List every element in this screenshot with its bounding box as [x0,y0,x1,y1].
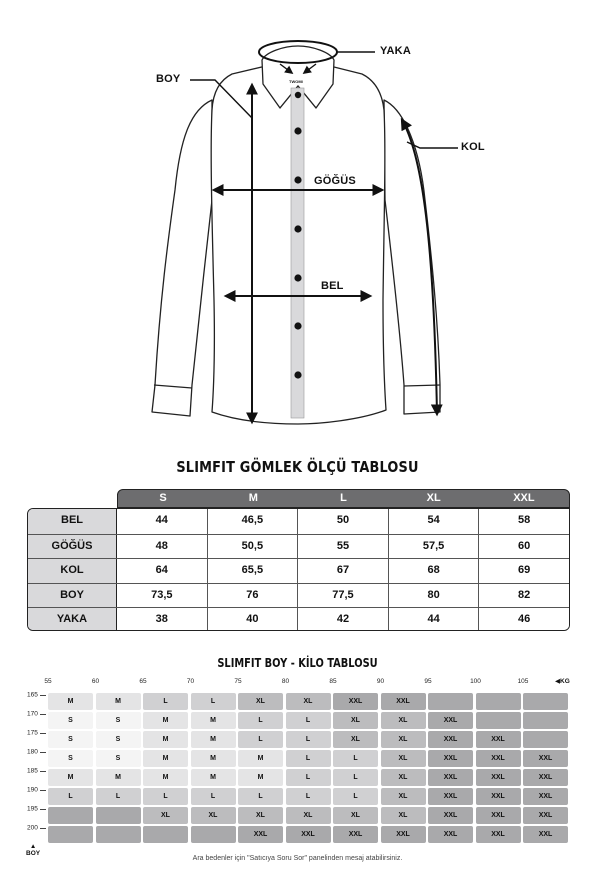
kg-tick-label: 70 [186,678,195,685]
size-grid-cell: M [96,769,141,786]
size-grid-cell [48,826,93,843]
kg-tick-label: 60 [91,678,100,685]
collar-brand-label: TWOMI [289,79,303,84]
size-grid-cell: XXL [476,731,521,748]
cm-tick-label: 165 [27,691,38,699]
size-grid-cell: XXL [381,826,426,843]
callout-boy: BOY [156,73,181,85]
table-cell: 67 [298,559,389,583]
size-grid-cell: XXL [333,826,378,843]
size-grid-cell: XL [191,807,236,824]
size-grid-cell: S [48,712,93,729]
size-grid-cell: S [96,750,141,767]
size-grid-cell [191,826,236,843]
size-grid-cell [476,712,521,729]
kg-tick-label: 100 [470,678,481,685]
table-cell: 50 [298,509,389,534]
cm-tick-mark [40,809,46,810]
kg-label: KG [560,678,570,685]
cm-tick-mark [40,790,46,791]
kg-axis-label [555,677,570,685]
size-grid-cell: M [96,693,141,710]
table-cell: 82 [479,584,569,608]
size-grid-cell: L [286,731,331,748]
row-label: BOY [28,584,117,608]
table-cell: 76 [208,584,299,608]
size-grid-cell: L [286,712,331,729]
size-grid-cell: XXL [428,807,473,824]
size-grid-cell: XXL [523,826,568,843]
size-grid-cell: L [333,769,378,786]
size-grid-cell: M [143,712,188,729]
callout-yaka: YAKA [380,45,411,57]
kg-tick-label: 105 [517,678,529,685]
size-grid-cell: XL [381,750,426,767]
kg-tick-label: 95 [424,678,432,685]
size-grid-cell: S [48,750,93,767]
size-grid-cell: XL [286,693,331,710]
size-grid-cell: XXL [333,693,378,710]
size-grid-cell: M [143,769,188,786]
size-grid-cell: L [191,788,236,805]
row-label: YAKA [28,608,117,631]
size-grid-cell [96,807,141,824]
size-grid-cell: L [238,731,283,748]
size-grid-cell: XL [381,712,426,729]
size-grid-cell: M [48,769,93,786]
size-grid-cell: XL [286,807,331,824]
table-row [28,583,569,608]
size-grid-cell [143,826,188,843]
boy-kilo-grid [48,693,571,845]
size-grid-cell: M [191,712,236,729]
size-grid-cell: L [286,750,331,767]
size-grid-cell: XXL [523,807,568,824]
size-grid-cell: XXL [428,769,473,786]
size-grid-cell: XXL [476,788,521,805]
table-row [28,607,569,631]
size-grid-cell [523,712,568,729]
size-grid-cell: XXL [286,826,331,843]
footnote: Ara bedenler için "Satıcıya Soru Sor" panelinden mesaj atabilirsiniz. [192,855,403,862]
table-cell: 68 [389,559,480,583]
size-header-cell: XL [426,492,441,504]
table-cell: 46 [479,608,569,631]
table-cell: 58 [479,509,569,534]
size-grid-cell: L [238,788,283,805]
size-grid-cell: M [191,769,236,786]
size-grid-cell: XXL [428,731,473,748]
size-grid-cell: XL [333,712,378,729]
size-grid-cell: XL [381,788,426,805]
table-cell: 60 [479,535,569,559]
table-cell: 38 [117,608,208,631]
size-grid-cell: M [143,731,188,748]
row-label: BEL [28,509,117,534]
table-cell: 69 [479,559,569,583]
size-grid-cell: XXL [428,712,473,729]
table-cell: 77,5 [298,584,389,608]
size-grid-cell [48,807,93,824]
table-cell: 54 [389,509,480,534]
size-grid-cell: XXL [428,788,473,805]
size-grid-cell: S [48,731,93,748]
size-grid-cell: L [238,712,283,729]
cm-tick-label: 185 [27,767,38,775]
row-label: GÖĞÜS [28,535,117,559]
table-row [28,509,569,534]
size-grid-cell: L [48,788,93,805]
size-grid-cell: XXL [476,826,521,843]
table-cell: 42 [298,608,389,631]
size-grid-cell: XL [333,731,378,748]
kg-tick-label: 75 [234,678,242,685]
size-table-title: SLIMFIT GÖMLEK ÖLÇÜ TABLOSU [176,458,419,476]
table-cell: 73,5 [117,584,208,608]
size-grid-cell: XL [381,807,426,824]
size-grid-cell: XXL [523,788,568,805]
boy-kilo-title: SLIMFIT BOY - KİLO TABLOSU [217,656,378,670]
cm-tick-mark [40,771,46,772]
table-cell: 80 [389,584,480,608]
cm-tick-label: 200 [27,824,38,832]
size-grid-cell: XXL [428,750,473,767]
size-grid-cell: L [333,750,378,767]
size-header-cell: M [248,492,258,504]
cm-tick-label: 190 [27,786,38,794]
kg-tick-label: 80 [281,678,290,685]
size-grid-cell [523,693,568,710]
table-cell: 40 [208,608,299,631]
size-grid-cell: L [96,788,141,805]
boy-label: BOY [26,850,41,857]
size-header-cell: L [340,492,347,504]
size-grid-cell: XXL [523,750,568,767]
size-grid-cell: L [191,693,236,710]
size-grid-cell: L [333,788,378,805]
size-grid-cell: XL [238,693,283,710]
size-grid-cell: M [191,731,236,748]
size-grid-cell: XXL [381,693,426,710]
size-grid-cell: M [48,693,93,710]
size-header-row [117,489,570,508]
size-grid-cell: L [286,788,331,805]
size-grid-cell: XL [333,807,378,824]
table-row [28,558,569,583]
size-grid-cell: S [96,712,141,729]
cm-tick-mark [40,828,46,829]
callout-kol: KOL [461,141,485,153]
size-grid-cell: XXL [476,807,521,824]
callout-bel: BEL [321,280,344,292]
size-grid-cell: XL [238,807,283,824]
callout-gogus: GÖĞÜS [314,175,356,187]
size-grid-cell: L [143,788,188,805]
size-grid-cell: M [191,750,236,767]
size-grid-cell: XL [381,769,426,786]
size-grid-cell [523,731,568,748]
kg-tick-label: 55 [44,678,52,685]
size-grid-cell: XXL [238,826,283,843]
cm-tick-label: 180 [27,748,38,756]
size-grid-cell: L [286,769,331,786]
size-grid-cell: XL [381,731,426,748]
table-cell: 44 [117,509,208,534]
size-table-body [27,508,570,631]
size-grid-cell: M [238,750,283,767]
kg-tick-label: 90 [376,678,385,685]
table-cell: 44 [389,608,480,631]
cm-tick-mark [40,752,46,753]
size-grid-cell: XXL [428,826,473,843]
size-grid-cell [428,693,473,710]
table-cell: 50,5 [208,535,299,559]
cm-tick-mark [40,714,46,715]
size-grid-cell [96,826,141,843]
table-cell: 55 [298,535,389,559]
size-grid-cell [476,693,521,710]
kg-tick-label: 85 [329,678,337,685]
table-cell: 48 [117,535,208,559]
cm-tick-label: 170 [27,710,38,718]
table-cell: 57,5 [389,535,480,559]
size-header-cell: S [159,492,167,504]
cm-tick-mark [40,733,46,734]
size-grid-cell: XXL [476,769,521,786]
size-grid-cell: M [143,750,188,767]
row-label: KOL [28,559,117,583]
size-grid-cell: XXL [476,750,521,767]
size-grid-cell: M [238,769,283,786]
boy-arrow-icon: ▲ [29,843,37,850]
size-grid-cell: XXL [523,769,568,786]
table-cell: 64 [117,559,208,583]
size-grid-cell: XL [143,807,188,824]
size-grid-cell: L [143,693,188,710]
table-cell: 65,5 [208,559,299,583]
kg-arrow-icon: ◀ [555,678,560,685]
table-row [28,534,569,559]
size-header-cell: XXL [513,492,535,504]
kg-tick-label: 65 [139,678,147,685]
cm-tick-label: 175 [27,729,38,737]
table-cell: 46,5 [208,509,299,534]
size-grid-cell: S [96,731,141,748]
cm-tick-mark [40,695,46,696]
cm-tick-label: 195 [27,805,38,813]
